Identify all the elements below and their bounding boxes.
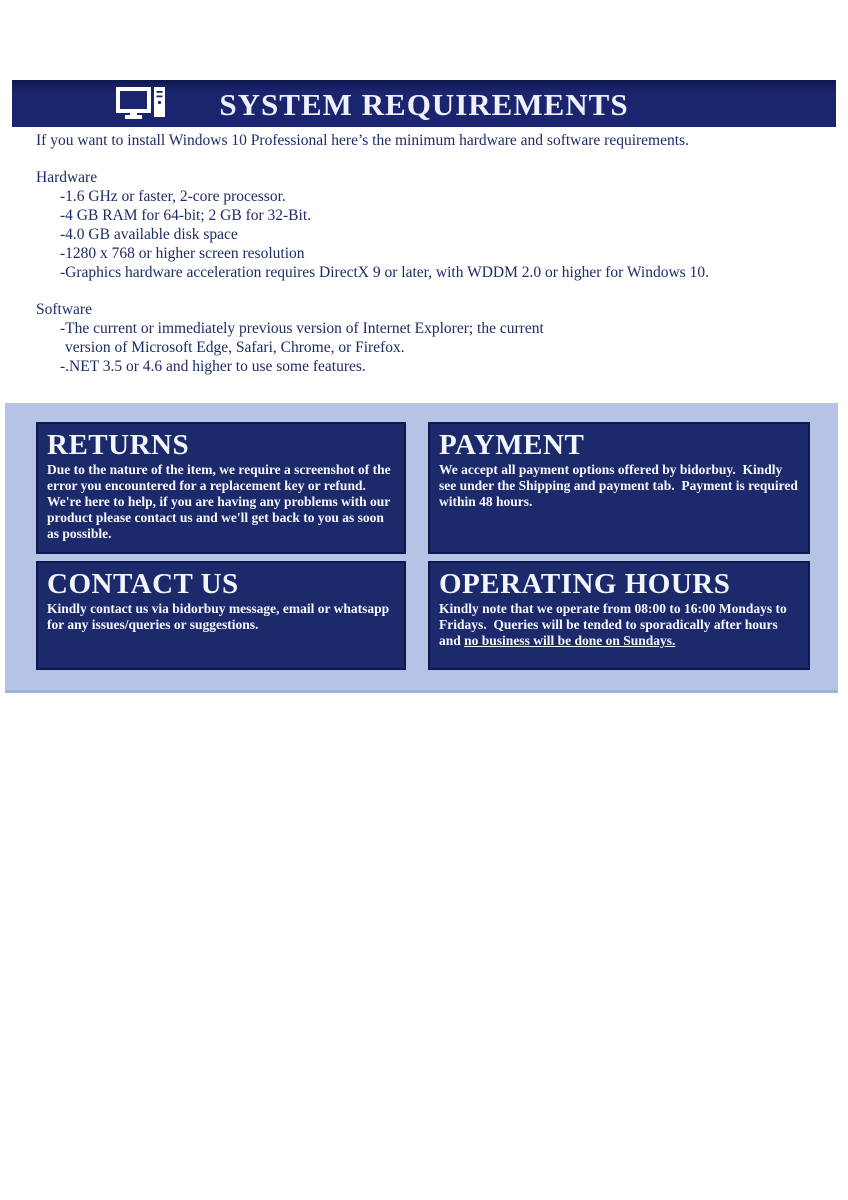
software-item: -.NET 3.5 or 4.6 and higher to use some features.: [60, 358, 366, 375]
operating-hours-card: [428, 561, 810, 670]
payment-card: [428, 422, 810, 554]
software-item-continuation: version of Microsoft Edge, Safari, Chrome, or Firefox.: [65, 339, 405, 356]
contact-us-card: [36, 561, 406, 670]
desktop-computer-icon: [116, 86, 168, 122]
hardware-list: [36, 187, 816, 282]
requirements-body: [36, 131, 816, 376]
intro-text: If you want to install Windows 10 Professional here’s the minimum hardware and software requirements.: [36, 132, 689, 149]
returns-title: RETURNS: [47, 429, 190, 461]
returns-body-line1: Due to the nature of the item, we require a screenshot of the error you encountered for a replacement key or refund.: [47, 462, 394, 493]
operating-hours-title: OPERATING HOURS: [439, 568, 731, 600]
hardware-item: -1.6 GHz or faster, 2-core processor.: [60, 188, 286, 205]
software-heading: Software: [36, 301, 92, 318]
page-title: SYSTEM REQUIREMENTS: [219, 87, 629, 122]
hardware-item: -Graphics hardware acceleration requires DirectX 9 or later, with WDDM 2.0 or higher for Windows 10.: [60, 264, 709, 281]
contact-us-body: Kindly contact us via bidorbuy message, email or whatsapp for any issues/queries or suggestions.: [47, 601, 393, 632]
returns-card: [36, 422, 406, 554]
hardware-item: -1280 x 768 or higher screen resolution: [60, 245, 305, 262]
hardware-item: -4.0 GB available disk space: [60, 226, 238, 243]
returns-body-line2: We're here to help, if you are having any problems with our product please contact us and we'll get back to you as soon as possible.: [47, 494, 394, 541]
software-item: -The current or immediately previous version of Internet Explorer; the current: [60, 320, 544, 337]
software-list: [36, 319, 816, 376]
system-requirements-header: [12, 80, 836, 127]
payment-title: PAYMENT: [439, 429, 585, 461]
contact-us-title: CONTACT US: [47, 568, 239, 600]
payment-body: We accept all payment options offered by bidorbuy. Kindly see under the Shipping and payment tab. Payment is required within 48 hours.: [439, 462, 802, 509]
hardware-heading: Hardware: [36, 169, 98, 186]
hardware-item: -4 GB RAM for 64-bit; 2 GB for 32-Bit.: [60, 207, 312, 224]
operating-hours-body: [439, 601, 799, 649]
operating-hours-body-main: Kindly note that we operate from 08:00 to 16:00 Mondays to Fridays. Queries will be tended to sporadically after hours and: [439, 601, 791, 648]
info-panel: [5, 403, 838, 693]
operating-hours-underlined-note: no business will be done on Sundays.: [464, 633, 676, 648]
